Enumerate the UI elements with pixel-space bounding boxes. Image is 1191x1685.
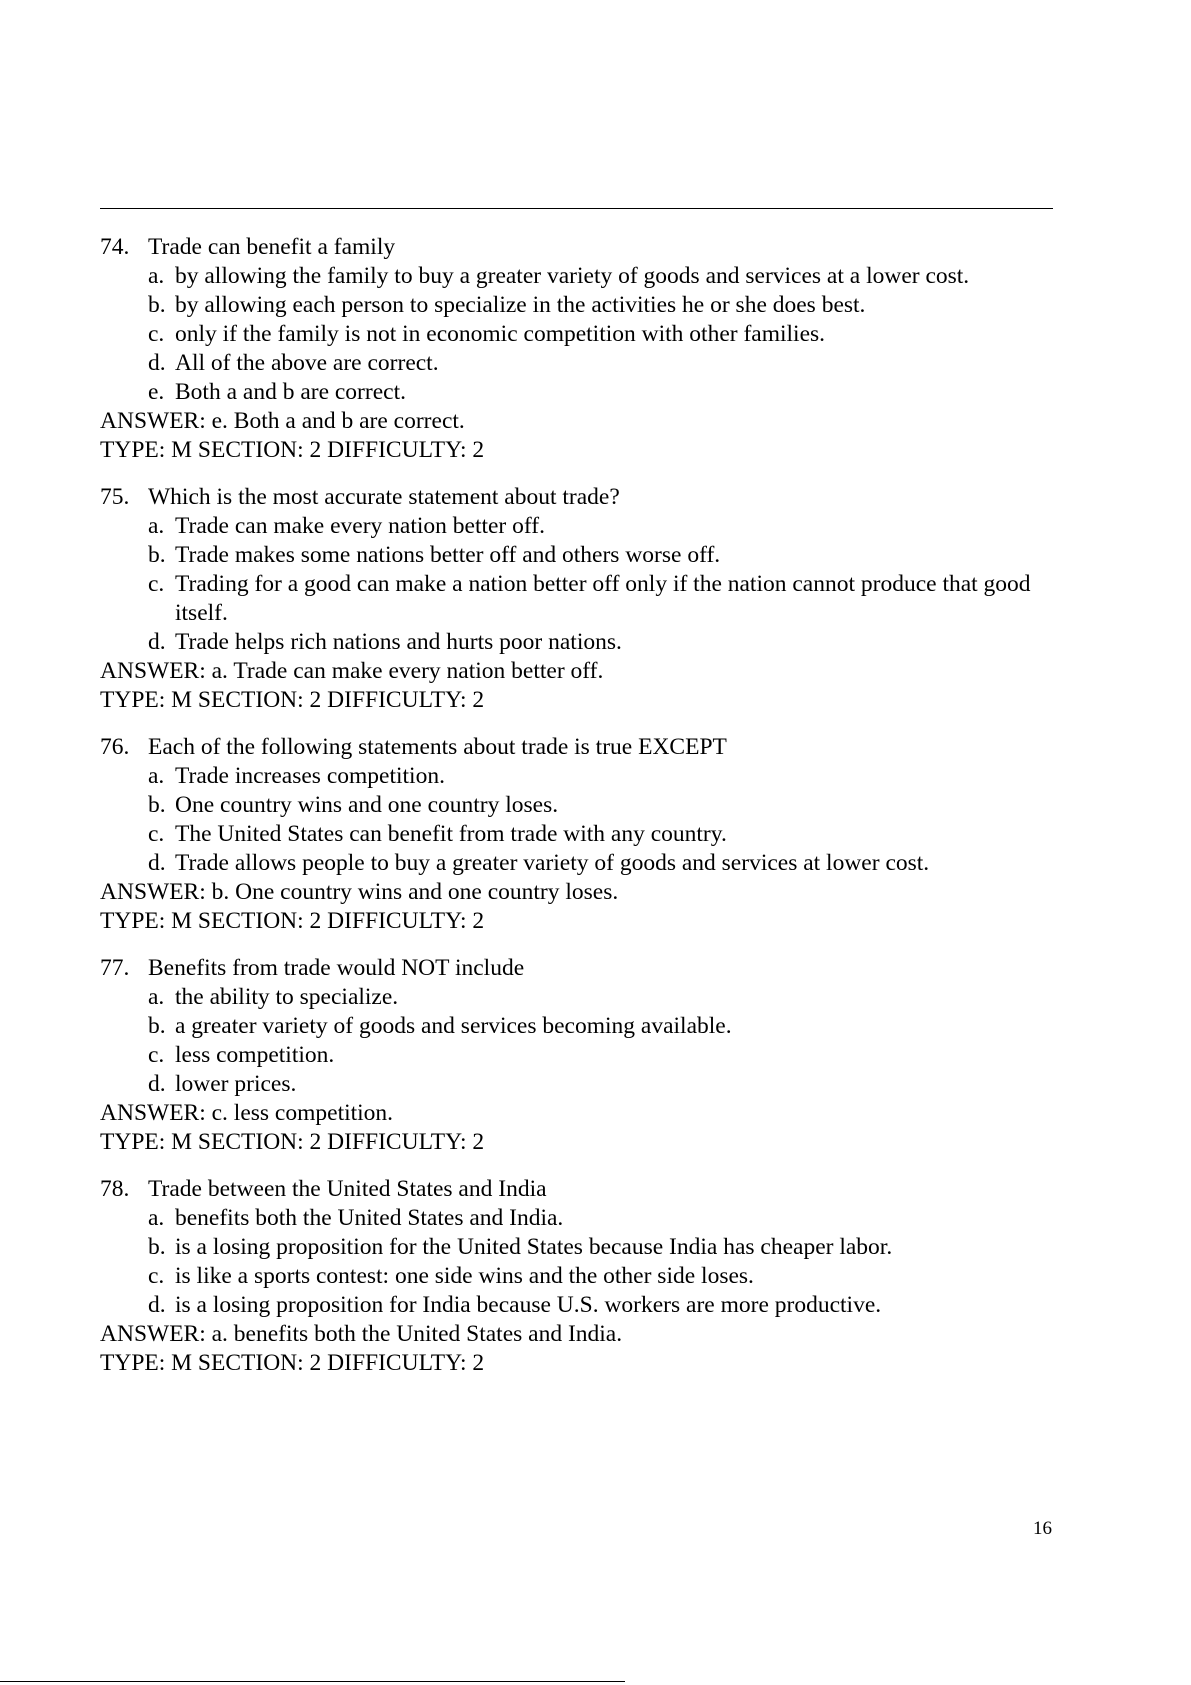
option-text: by allowing each person to specialize in the activities he or she does best. bbox=[175, 292, 866, 318]
option-text: by allowing the family to buy a greater variety of goods and services at a lower cost. bbox=[175, 263, 970, 289]
option-letter: c. bbox=[148, 1263, 165, 1289]
option-item bbox=[148, 570, 1060, 628]
answer-line: ANSWER: b. One country wins and one country loses. bbox=[100, 879, 619, 905]
question-stem bbox=[100, 733, 1060, 762]
option-letter: d. bbox=[148, 350, 166, 376]
option-item bbox=[148, 512, 1060, 541]
question-78 bbox=[100, 1175, 1060, 1378]
option-item bbox=[148, 291, 1060, 320]
option-item bbox=[148, 983, 1060, 1012]
question-number: 75. bbox=[100, 484, 130, 510]
option-letter: d. bbox=[148, 1071, 166, 1097]
option-text: Both a and b are correct. bbox=[175, 379, 406, 405]
answer-line: ANSWER: e. Both a and b are correct. bbox=[100, 408, 465, 434]
option-text: is a losing proposition for the United States because India has cheaper labor. bbox=[175, 1234, 893, 1260]
option-item bbox=[148, 791, 1060, 820]
option-letter: d. bbox=[148, 850, 166, 876]
option-item bbox=[148, 320, 1060, 349]
option-letter: a. bbox=[148, 1205, 165, 1231]
option-item bbox=[148, 262, 1060, 291]
question-stem bbox=[100, 954, 1060, 983]
question-text: Benefits from trade would NOT include bbox=[148, 955, 525, 981]
option-letter: b. bbox=[148, 792, 166, 818]
option-text: lower prices. bbox=[175, 1071, 297, 1097]
option-text: Trade allows people to buy a greater variety of goods and services at lower cost. bbox=[175, 850, 930, 876]
question-77 bbox=[100, 954, 1060, 1157]
option-letter: b. bbox=[148, 542, 166, 568]
option-text: benefits both the United States and India. bbox=[175, 1205, 564, 1231]
question-list bbox=[100, 233, 1060, 1396]
page-number: 16 bbox=[1033, 1518, 1052, 1539]
option-text: All of the above are correct. bbox=[175, 350, 439, 376]
option-item bbox=[148, 1233, 1060, 1262]
option-text: The United States can benefit from trade with any country. bbox=[175, 821, 727, 847]
option-letter: c. bbox=[148, 571, 165, 597]
option-text: Trade helps rich nations and hurts poor nations. bbox=[175, 629, 622, 655]
option-text: only if the family is not in economic competition with other families. bbox=[175, 321, 826, 347]
option-item bbox=[148, 820, 1060, 849]
question-stem bbox=[100, 233, 1060, 262]
option-list bbox=[148, 983, 1060, 1099]
option-list bbox=[148, 762, 1060, 878]
answer-line: ANSWER: a. Trade can make every nation better off. bbox=[100, 658, 604, 684]
option-item bbox=[148, 1204, 1060, 1233]
option-text: is like a sports contest: one side wins and the other side loses. bbox=[175, 1263, 754, 1289]
type-line: TYPE: M SECTION: 2 DIFFICULTY: 2 bbox=[100, 1129, 485, 1155]
option-letter: d. bbox=[148, 1292, 166, 1318]
type-line: TYPE: M SECTION: 2 DIFFICULTY: 2 bbox=[100, 687, 485, 713]
question-text: Trade between the United States and India bbox=[148, 1176, 547, 1202]
question-stem bbox=[100, 1175, 1060, 1204]
option-item bbox=[148, 1070, 1060, 1099]
option-list bbox=[148, 262, 1060, 407]
option-text: Trade can make every nation better off. bbox=[175, 513, 545, 539]
question-text: Trade can benefit a family bbox=[148, 234, 396, 260]
option-letter: c. bbox=[148, 821, 165, 847]
option-letter: c. bbox=[148, 1042, 165, 1068]
option-item bbox=[148, 378, 1060, 407]
header-rule bbox=[100, 208, 1053, 209]
option-letter: a. bbox=[148, 513, 165, 539]
option-item bbox=[148, 349, 1060, 378]
question-number: 76. bbox=[100, 734, 130, 760]
option-text: a greater variety of goods and services becoming available. bbox=[175, 1013, 732, 1039]
question-text: Each of the following statements about trade is true EXCEPT bbox=[148, 734, 727, 760]
option-item bbox=[148, 1041, 1060, 1070]
type-line: TYPE: M SECTION: 2 DIFFICULTY: 2 bbox=[100, 1350, 485, 1376]
question-75 bbox=[100, 483, 1060, 715]
option-list bbox=[148, 512, 1060, 657]
question-76 bbox=[100, 733, 1060, 936]
option-text: Trade makes some nations better off and others worse off. bbox=[175, 542, 721, 568]
option-letter: a. bbox=[148, 984, 165, 1010]
option-item bbox=[148, 628, 1060, 657]
question-number: 78. bbox=[100, 1176, 130, 1202]
option-text: less competition. bbox=[175, 1042, 335, 1068]
option-letter: e. bbox=[148, 379, 165, 405]
option-item bbox=[148, 541, 1060, 570]
type-line: TYPE: M SECTION: 2 DIFFICULTY: 2 bbox=[100, 908, 485, 934]
question-74 bbox=[100, 233, 1060, 465]
answer-line: ANSWER: c. less competition. bbox=[100, 1100, 394, 1126]
option-letter: b. bbox=[148, 1234, 166, 1260]
option-letter: b. bbox=[148, 1013, 166, 1039]
option-letter: b. bbox=[148, 292, 166, 318]
question-text: Which is the most accurate statement about trade? bbox=[148, 484, 620, 510]
footer-rule bbox=[0, 1681, 625, 1682]
answer-line: ANSWER: a. benefits both the United States and India. bbox=[100, 1321, 623, 1347]
option-letter: a. bbox=[148, 763, 165, 789]
option-text: Trading for a good can make a nation better off only if the nation cannot produce that good itself. bbox=[175, 571, 1031, 626]
option-list bbox=[148, 1204, 1060, 1320]
question-number: 74. bbox=[100, 234, 130, 260]
option-item bbox=[148, 1291, 1060, 1320]
type-line: TYPE: M SECTION: 2 DIFFICULTY: 2 bbox=[100, 437, 485, 463]
option-item bbox=[148, 762, 1060, 791]
option-letter: a. bbox=[148, 263, 165, 289]
option-text: the ability to specialize. bbox=[175, 984, 399, 1010]
option-item bbox=[148, 849, 1060, 878]
option-text: Trade increases competition. bbox=[175, 763, 445, 789]
option-letter: d. bbox=[148, 629, 166, 655]
option-item bbox=[148, 1262, 1060, 1291]
option-item bbox=[148, 1012, 1060, 1041]
question-stem bbox=[100, 483, 1060, 512]
question-number: 77. bbox=[100, 955, 130, 981]
option-text: is a losing proposition for India because U.S. workers are more productive. bbox=[175, 1292, 882, 1318]
option-letter: c. bbox=[148, 321, 165, 347]
option-text: One country wins and one country loses. bbox=[175, 792, 559, 818]
